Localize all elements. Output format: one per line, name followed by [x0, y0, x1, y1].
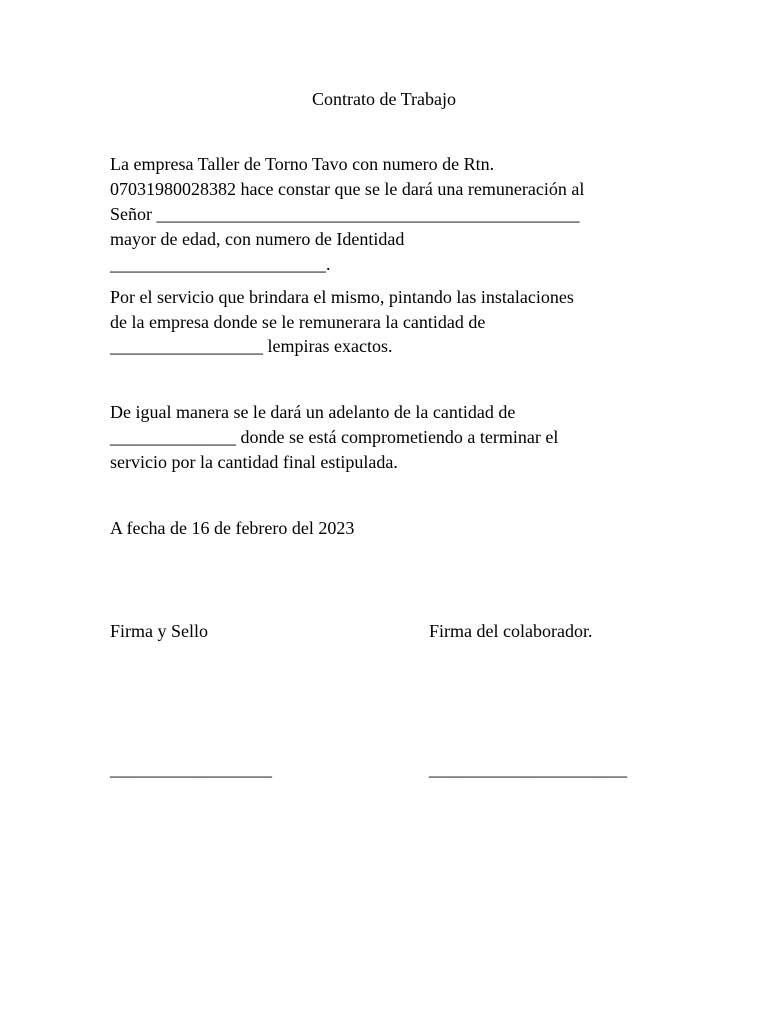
signature-right-label: Firma del colaborador.	[429, 621, 593, 641]
paragraph3-line3: servicio por la cantidad final estipulada.	[110, 452, 398, 472]
paragraph1-line5: ________________________.	[110, 254, 331, 274]
paragraph2-line3: _________________ lempiras exactos.	[110, 336, 393, 356]
paragraph1-line2: 07031980028382 hace constar que se le dará una remuneración al	[110, 179, 585, 199]
document-title: Contrato de Trabajo	[312, 89, 456, 109]
paragraph1-line4: mayor de edad, con numero de Identidad	[110, 229, 405, 249]
date-line: A fecha de 16 de febrero del 2023	[110, 518, 355, 538]
paragraph1-line3: Señor _______________________________________________	[110, 204, 580, 224]
paragraph2-line2: de la empresa donde se le remunerara la cantidad de	[110, 312, 486, 332]
signature-left-label: Firma y Sello	[110, 621, 208, 641]
paragraph1-line1: La empresa Taller de Torno Tavo con numero de Rtn.	[110, 154, 495, 174]
signature-right-line: ______________________	[429, 759, 627, 779]
paragraph2-line1: Por el servicio que brindara el mismo, pintando las instalaciones	[110, 287, 574, 307]
signature-left-line: __________________	[110, 759, 272, 779]
paragraph3-line1: De igual manera se le dará un adelanto de la cantidad de	[110, 402, 516, 422]
paragraph3-line2: ______________ donde se está comprometiendo a terminar el	[110, 427, 559, 447]
